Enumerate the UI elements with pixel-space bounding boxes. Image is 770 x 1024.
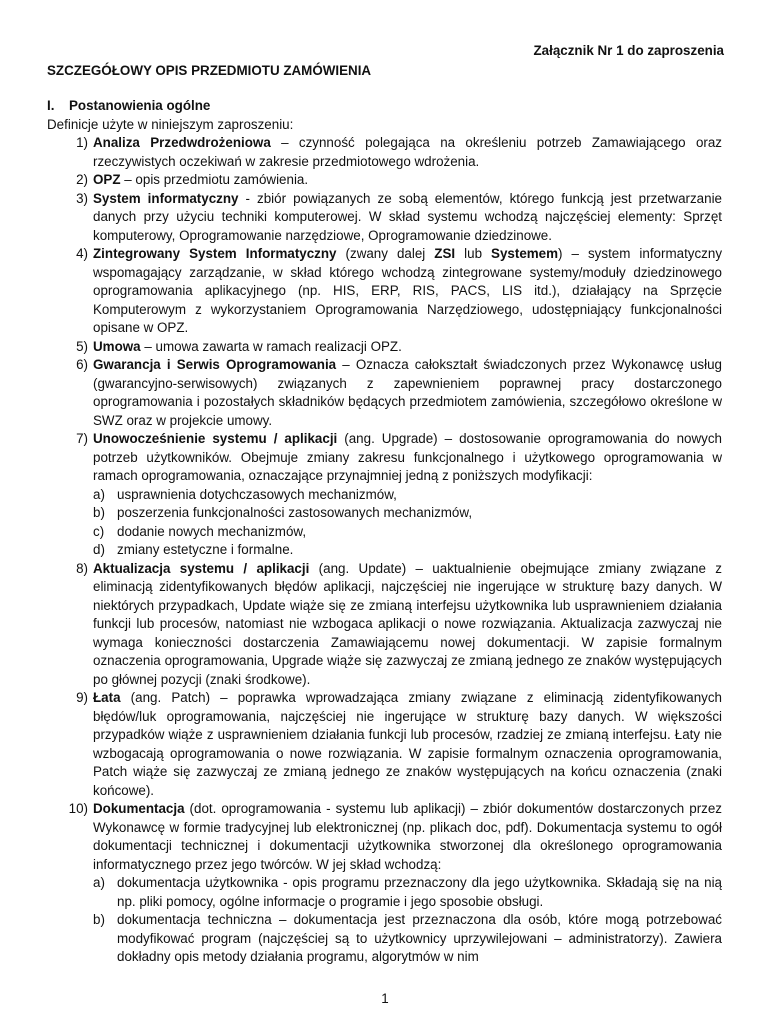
sub-item-text: dokumentacja użytkownika - opis programu przeznaczony dla jego użytkownika. Składają się na nią np. pliki pomocy, ogólne informacje o programie i jego sposobie obsługi. (117, 875, 722, 909)
definition-item (47, 171, 722, 190)
sub-item (93, 486, 722, 505)
definition-item (47, 245, 722, 338)
definition-item (47, 560, 722, 690)
definition-text: (ang. Patch) – poprawka wprowadzająca zmiany związane z eliminacją zidentyfikowanych błędów/luk oprogramowania, najczęściej nie ingerujące w strukturę bazy danych. W większości przypadków wiąże z usprawnieniem działania funkcji lub procesów, rzadziej ze zmianą interfejsu. Łaty nie wzbogacają oprogramowania o nowe rozwiązania. W zapisie formalnym oznaczenia oprogramowania, Patch wiąże się zazwyczaj ze zmianą jednego ze znaków występujących na końcu oznaczenia (znaki końcowe). (93, 690, 722, 798)
definition-term: Łata (93, 690, 121, 705)
definition-term: ZSI (434, 246, 456, 261)
item-number: 4) (76, 246, 88, 261)
sub-item-text: zmiany estetyczne i formalne. (117, 542, 294, 557)
definition-item (47, 356, 722, 430)
definitions-intro: Definicje użyte w niniejszym zaproszeniu: (47, 116, 294, 132)
sub-item (93, 523, 722, 542)
definition-text: (ang. Update) – uaktualnienie obejmujące zmiany związane z eliminacją zidentyfikowanych błędów aplikacji, najczęściej nie ingerujące w strukturę bazy danych. W niektórych przypadkach, Update wiąże się ze zmianą interfejsu użytkownika lub usprawnieniem działania funkcji lub procesów, natomiast nie wzbogaca aplikacji o nowe rozwiązania. Aktualizacja zazwyczaj nie wymaga konieczności dostarczenia Zamawiającemu nowej dokumentacji. W zapisie formalnym oznaczenia oprogramowania, Upgrade wiąże się zazwyczaj ze zmianą jednego ze znaków występujących po głównej pozycji (znaki środkowe). (93, 560, 722, 687)
definition-item (47, 689, 722, 800)
sub-item (93, 541, 722, 560)
definition-text: (dot. oprogramowania - systemu lub aplikacji) – zbiór dokumentów dostarczonych przez Wykonawcę w formie tradycyjnej lub elektronicznej (np. plikach doc, pdf). Dokumentacja systemu to ogół dokumentacji technicznej i dokumentacji użytkownika stworzonej dla określonego oprogramowania informatycznego przez jego twórców. W jej skład wchodzą: (93, 801, 722, 872)
item-number: 5) (76, 338, 88, 354)
definition-item (47, 338, 722, 357)
definition-term: Aktualizacja systemu / aplikacji (93, 560, 310, 576)
sub-item-letter: a) (93, 486, 105, 502)
document-body (47, 97, 722, 967)
definition-text: - zbiór powiązanych ze sobą elementów, którego funkcją jest przetwarzanie danych przy użyciu techniki komputerowej. W skład systemu wchodzą najczęściej elementy: Sprzęt komputerowy, Oprogramowanie narzędziowe, Oprogramowanie dziedzinowe. (93, 190, 722, 243)
definition-term: Analiza Przedwdrożeniowa (93, 135, 271, 150)
section-heading (47, 97, 722, 116)
sub-item (93, 874, 722, 911)
item-number: 7) (76, 431, 88, 446)
section-number: I. (47, 98, 55, 113)
definition-text: ) – system informatyczny wspomagający zarządzanie, w skład którego wchodzą zintegrowane systemy/moduły dziedzinowego oprogramowania aplikacyjnego (np. HIS, ERP, RIS, PACS, LIS itd.), działający na Sprzęcie Komputerowym z wykorzystaniem Oprogramowania Narzędziowego, udostępniający funkcjonalności opisane w OPZ. (93, 246, 723, 335)
definition-text: – czynność polegająca na określeniu potrzeb Zamawiającego oraz rzeczywistych oczekiwań w zakresie przedmiotowego wdrożenia. (93, 135, 722, 169)
definition-text: (zwany dalej (336, 246, 435, 261)
item-number: 6) (76, 357, 88, 372)
definition-term: Dokumentacja (93, 801, 185, 816)
sub-item-letter: b) (93, 912, 105, 927)
page-number: 1 (381, 991, 389, 1006)
sub-item-letter: a) (93, 875, 105, 890)
definition-term: Systemem (491, 246, 559, 261)
sub-item-text: poszerzenia funkcjonalności zastosowanych mechanizmów, (117, 505, 473, 520)
definition-term: Umowa (93, 338, 141, 354)
sub-item-text: usprawnienia dotychczasowych mechanizmów, (117, 486, 397, 502)
definition-item (47, 800, 722, 874)
sub-item-text: dodanie nowych mechanizmów, (117, 523, 307, 539)
section-title: Postanowienia ogólne (69, 98, 211, 113)
definition-text: – opis przedmiotu zamówienia. (120, 172, 309, 187)
definition-item (47, 190, 722, 246)
item-number: 10) (68, 801, 88, 816)
definition-text: – umowa zawarta w ramach realizacji OPZ. (140, 338, 402, 354)
sub-item-letter: c) (93, 523, 105, 539)
item-number: 1) (76, 135, 88, 150)
definition-item (47, 430, 722, 486)
definition-term: Gwarancja i Serwis Oprogramowania (93, 357, 337, 372)
sub-item-letter: d) (93, 542, 105, 557)
item-number: 3) (76, 190, 88, 206)
document-title: SZCZEGÓŁOWY OPIS PRZEDMIOTU ZAMÓWIENIA (47, 63, 372, 78)
definition-text: – Oznacza całokształt świadczonych przez Wykonawcę usług (gwarancyjno-serwisowych) związanych z zapewnieniem poprawnej pracy dostarczonego oprogramowania i pozostałych składników będących przedmiotem zamówienia, szczegółowo określone w SWZ oraz w projekcie umowy. (93, 357, 722, 428)
definition-text: (ang. Upgrade) – dostosowanie oprogramowania do nowych potrzeb użytkowników. Obejmuje zmiany zakresu funkcjonalnego i użytkowego oprogramowania w ramach oprogramowania, oznaczające przynajmniej jedną z poniższych modyfikacji: (93, 431, 722, 483)
item-number: 8) (76, 560, 88, 576)
definition-term: Zintegrowany System Informatyczny (93, 246, 337, 261)
item-number: 9) (76, 690, 88, 705)
sub-item-letter: b) (93, 505, 105, 520)
sub-item (93, 911, 722, 967)
sub-item (93, 504, 722, 523)
definition-term: Unowocześnienie systemu / aplikacji (93, 431, 338, 446)
definition-text: lub (455, 246, 492, 261)
definition-item (47, 134, 722, 171)
definition-term: System informatyczny (93, 190, 239, 206)
sub-item-text: dokumentacja techniczna – dokumentacja jest przeznaczona dla osób, które mogą potrzebować modyfikować program (najczęściej są to użytkownicy uprzywilejowani – administratorzy). Zawiera dokładny opis metody działania programu, algorytmów w nim (117, 912, 722, 964)
item-number: 2) (76, 172, 88, 187)
annex-label: Załącznik Nr 1 do zaproszenia (533, 43, 724, 58)
definition-term: OPZ (93, 172, 121, 187)
